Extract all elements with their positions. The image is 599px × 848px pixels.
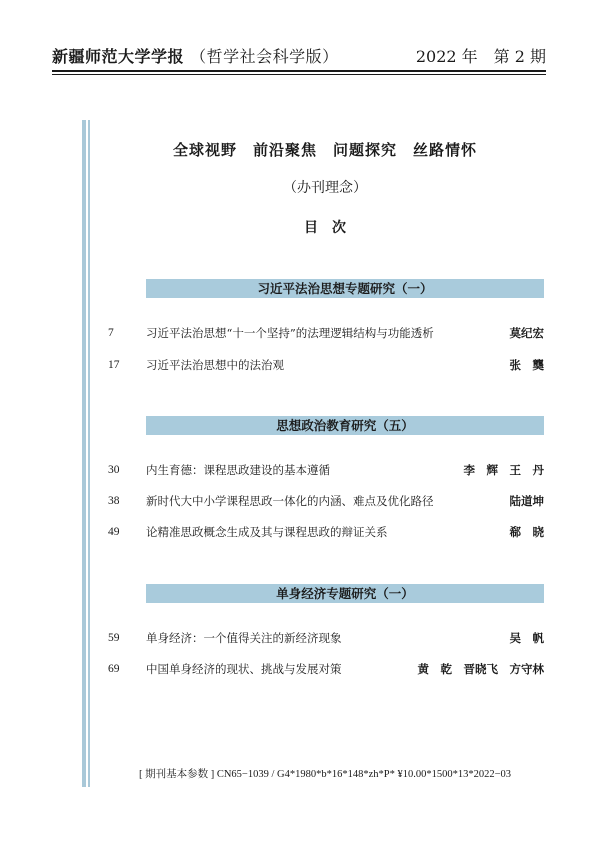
entry-title: 论精准思政概念生成及其与课程思政的辩证关系 bbox=[146, 525, 388, 539]
entry-author: 李 辉 王 丹 bbox=[463, 463, 544, 477]
side-decoration-bar bbox=[82, 120, 86, 787]
page-header bbox=[52, 42, 546, 68]
toc-entry[interactable] bbox=[100, 524, 544, 540]
journal-edition: （哲学社会科学版） bbox=[190, 47, 339, 66]
journal-motto: 全球视野 前沿聚焦 问题探究 丝路情怀 bbox=[172, 141, 477, 159]
toc-entry[interactable] bbox=[100, 357, 544, 373]
entry-author: 莫纪宏 bbox=[509, 326, 544, 340]
entry-page-number: 30 bbox=[108, 464, 120, 476]
entry-page-number: 17 bbox=[108, 359, 120, 371]
entry-page-number: 59 bbox=[108, 632, 120, 644]
section-heading: 单身经济专题研究（一） bbox=[146, 584, 544, 603]
entry-title: 中国单身经济的现状、挑战与发展对策 bbox=[146, 662, 342, 676]
entry-page-number: 7 bbox=[108, 327, 114, 339]
header-rule-thick bbox=[52, 70, 546, 72]
journal-parameters: [ 期刊基本参数 ] CN65−1039 / G4*1980*b*16*148*zh*P* ¥10.00*1500*13*2022−03 bbox=[138, 769, 512, 780]
journal-name: 新疆师范大学学报 bbox=[52, 47, 185, 66]
toc-entry[interactable] bbox=[100, 325, 544, 341]
journal-title bbox=[52, 44, 339, 67]
entry-title: 习近平法治思想中的法治观 bbox=[146, 358, 284, 372]
entry-author: 陆道坤 bbox=[509, 494, 544, 508]
header-rule-thin bbox=[52, 74, 546, 75]
entry-title: 新时代大中小学课程思政一体化的内涵、难点及优化路径 bbox=[146, 494, 434, 508]
issue-number: 2022 年 第 2 期 bbox=[415, 47, 546, 66]
entry-page-number: 38 bbox=[108, 495, 120, 507]
toc-title: 目次 bbox=[304, 220, 360, 236]
entry-title: 内生育德：课程思政建设的基本遵循 bbox=[146, 463, 330, 477]
entry-author: 郗 晓 bbox=[509, 525, 544, 539]
entry-title: 习近平法治思想“十一个坚持”的法理逻辑结构与功能透析 bbox=[146, 326, 434, 340]
entry-author: 张 龑 bbox=[509, 358, 544, 372]
entry-author: 黄 乾 晋晓飞 方守林 bbox=[417, 662, 544, 676]
section-heading: 思想政治教育研究（五） bbox=[146, 416, 544, 435]
entry-page-number: 49 bbox=[108, 526, 120, 538]
entry-page-number: 69 bbox=[108, 663, 120, 675]
section-heading: 习近平法治思想专题研究（一） bbox=[146, 279, 544, 298]
toc-entry[interactable] bbox=[100, 661, 544, 677]
entry-title: 单身经济：一个值得关注的新经济现象 bbox=[146, 631, 342, 645]
toc-entry[interactable] bbox=[100, 630, 544, 646]
toc-entry[interactable] bbox=[100, 493, 544, 509]
entry-author: 吴 帆 bbox=[509, 631, 544, 645]
motto-label: （办刊理念） bbox=[283, 180, 367, 196]
toc-entry[interactable] bbox=[100, 462, 544, 478]
